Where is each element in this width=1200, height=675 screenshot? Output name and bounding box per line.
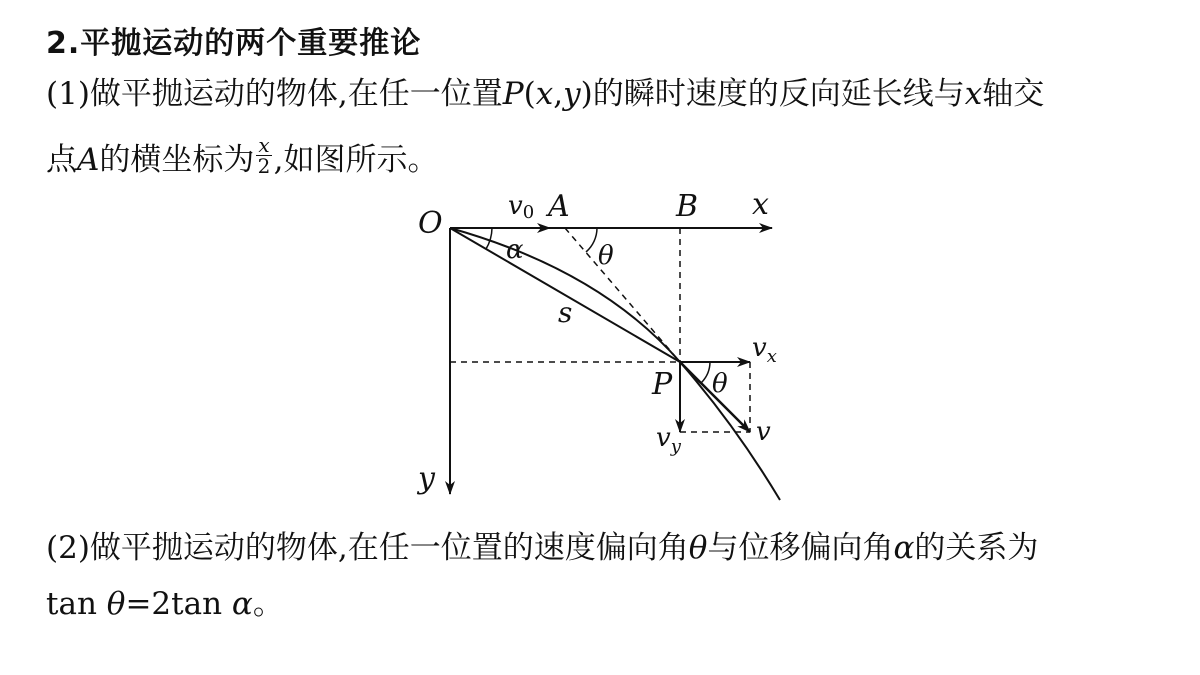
label-vx-sub: x	[766, 346, 777, 367]
p2-text-1: 做平抛运动的物体,在任一位置的速度偏向角	[89, 530, 689, 566]
p1-text-4: 点	[46, 142, 77, 178]
label-vy-sub: y	[670, 436, 681, 457]
label-theta-top: θ	[598, 241, 614, 271]
paragraph-2-line-1	[46, 528, 1038, 568]
p1-text-6: ,如图所示。	[273, 142, 439, 178]
p1-point-p: P	[502, 76, 524, 112]
label-v: v	[756, 417, 771, 447]
p2-alpha-2: α	[231, 586, 253, 622]
p2-theta-2: θ	[106, 586, 126, 622]
p1-text-5: 的横坐标为	[99, 142, 255, 178]
p2-text-2: 与位移偏向角	[707, 530, 894, 566]
p1-coord-x: x	[535, 76, 554, 112]
p2-theta: θ	[688, 530, 708, 566]
p1-label: (1)	[46, 76, 90, 112]
label-x-axis: x	[752, 187, 769, 222]
p2-alpha: α	[893, 530, 915, 566]
trajectory-curve	[450, 228, 780, 500]
p1-axis-x: x	[964, 76, 983, 112]
label-y-axis: y	[418, 461, 435, 496]
p2-label: (2)	[46, 530, 90, 566]
label-vy-v: v	[656, 423, 671, 453]
label-point-b: B	[676, 189, 699, 224]
p1-text-3: 轴交	[982, 76, 1045, 112]
p1-text-2: 的瞬时速度的反向延长线与	[592, 76, 965, 112]
label-vy	[656, 423, 682, 457]
label-point-a: A	[548, 189, 570, 224]
p2-tan-1: tan	[46, 586, 107, 622]
label-v0-sub: 0	[522, 202, 535, 223]
p1-comma: ,	[553, 76, 564, 112]
label-s: s	[558, 296, 573, 329]
p2-end: 。	[252, 586, 284, 622]
fraction-denominator: 2	[257, 154, 271, 178]
p2-text-3: 的关系为	[914, 530, 1039, 566]
theta-arc-p	[701, 362, 710, 383]
p1-coord-y: y	[563, 76, 581, 112]
theta-arc-top	[586, 228, 597, 252]
label-v0	[508, 191, 534, 223]
label-alpha: α	[506, 235, 524, 265]
label-point-p: P	[652, 367, 673, 402]
p2-equation: =2tan	[125, 586, 232, 622]
label-theta-p: θ	[712, 369, 728, 399]
velocity-extension-dashed	[565, 228, 680, 362]
label-origin: O	[418, 206, 443, 241]
p1-lparen: (	[523, 76, 536, 112]
section-number: 2	[46, 26, 68, 61]
paragraph-2-line-2	[46, 584, 284, 624]
label-v0-v: v	[508, 191, 523, 221]
label-vx-v: v	[752, 333, 767, 363]
p1-text-1: 做平抛运动的物体,在任一位置	[89, 76, 503, 112]
p1-point-a: A	[77, 142, 100, 178]
section-dot: .	[67, 26, 81, 61]
displacement-line	[450, 228, 680, 362]
p1-rparen: )	[580, 76, 593, 112]
label-vx	[752, 333, 777, 367]
section-title: 平抛运动的两个重要推论	[80, 26, 422, 61]
fraction-numerator: x	[258, 133, 270, 157]
